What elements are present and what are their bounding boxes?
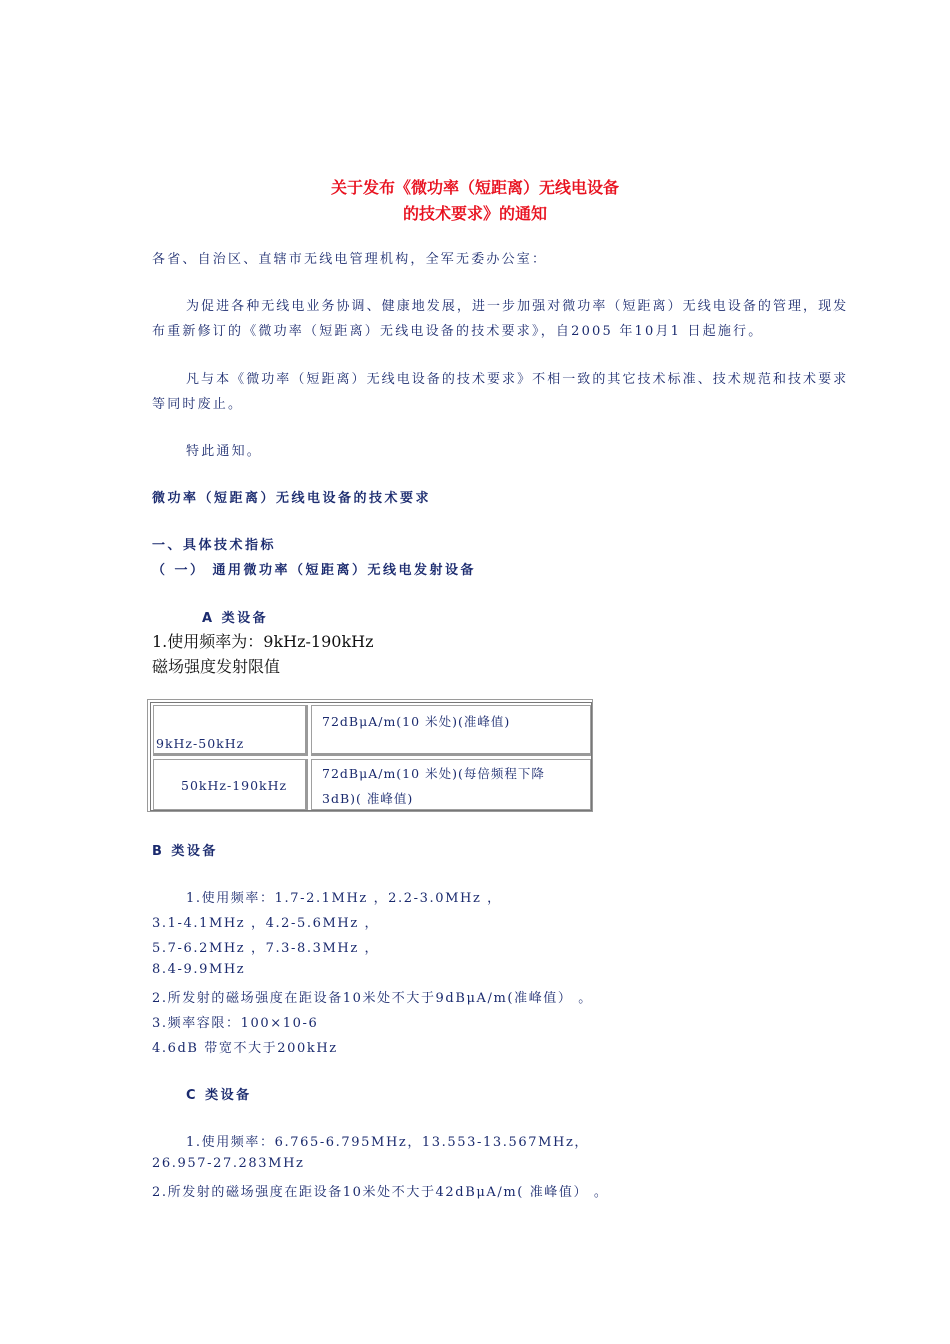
addressee: 各省、自治区、直辖市无线电管理机构，全军无委办公室：: [152, 252, 548, 267]
paragraph-3: 特此通知。: [186, 444, 263, 459]
emission-limit-table: [147, 699, 593, 812]
class-a-frequency: 1.使用频率为：9kHz-190kHz: [152, 632, 374, 651]
class-b-line: 8.4-9.9MHz: [152, 962, 246, 977]
table-cell-value: 72dBμA/m(10 米处)(每倍频程下降 3dB)( 准峰值): [311, 759, 591, 810]
table-cell-range: 50kHz-190kHz: [153, 759, 308, 810]
class-c-line: 26.957-27.283MHz: [152, 1156, 305, 1171]
section-heading: 微功率（短距离）无线电设备的技术要求: [152, 491, 432, 506]
class-a-heading: A 类设备: [202, 611, 269, 626]
paragraph-2-line-1: 凡与本《微功率（短距离）无线电设备的技术要求》不相一致的其它技术标准、技术规范和技术要求: [186, 372, 849, 387]
class-c-line: 1.使用频率：6.765-6.795MHz，13.553-13.567MHz，: [186, 1135, 589, 1150]
class-c-line: 2.所发射的磁场强度在距设备10米处不大于42dBμA/m( 准峰值） 。: [152, 1185, 609, 1200]
class-a-limit-label: 磁场强度发射限值: [152, 657, 281, 676]
paragraph-2-line-2: 等同时废止。: [152, 397, 244, 412]
class-b-line: 2.所发射的磁场强度在距设备10米处不大于9dBμA/m(准峰值） 。: [152, 991, 593, 1006]
subsection-heading-1: 一、具体技术指标: [152, 538, 277, 553]
class-b-line: 3.频率容限：100×10-6: [152, 1016, 319, 1031]
document-title-line-1: 关于发布《微功率（短距离）无线电设备: [330, 178, 619, 197]
class-b-line: 4.6dB 带宽不大于200kHz: [152, 1041, 338, 1056]
subsection-heading-2: （ 一） 通用微功率（短距离）无线电发射设备: [152, 563, 477, 578]
paragraph-1-line-1: 为促进各种无线电业务协调、健康地发展，进一步加强对微功率（短距离）无线电设备的管理，现发: [186, 299, 849, 314]
table-cell-value: 72dBμA/m(10 米处)(准峰值): [311, 705, 591, 756]
paragraph-1-line-2: 布重新修订的《微功率（短距离）无线电设备的技术要求》，自2005 年10月1 日起施行。: [152, 324, 764, 339]
class-b-heading: B 类设备: [152, 844, 218, 859]
class-c-heading: C 类设备: [186, 1088, 252, 1103]
table-cell-range: 9kHz-50kHz: [153, 705, 308, 756]
class-b-line: 5.7-6.2MHz ，7.3-8.3MHz ，: [152, 941, 380, 956]
class-b-line: 3.1-4.1MHz ，4.2-5.6MHz ，: [152, 916, 380, 931]
class-b-line: 1.使用频率：1.7-2.1MHz ，2.2-3.0MHz ，: [186, 891, 502, 906]
document-title-line-2: 的技术要求》的通知: [402, 204, 547, 223]
